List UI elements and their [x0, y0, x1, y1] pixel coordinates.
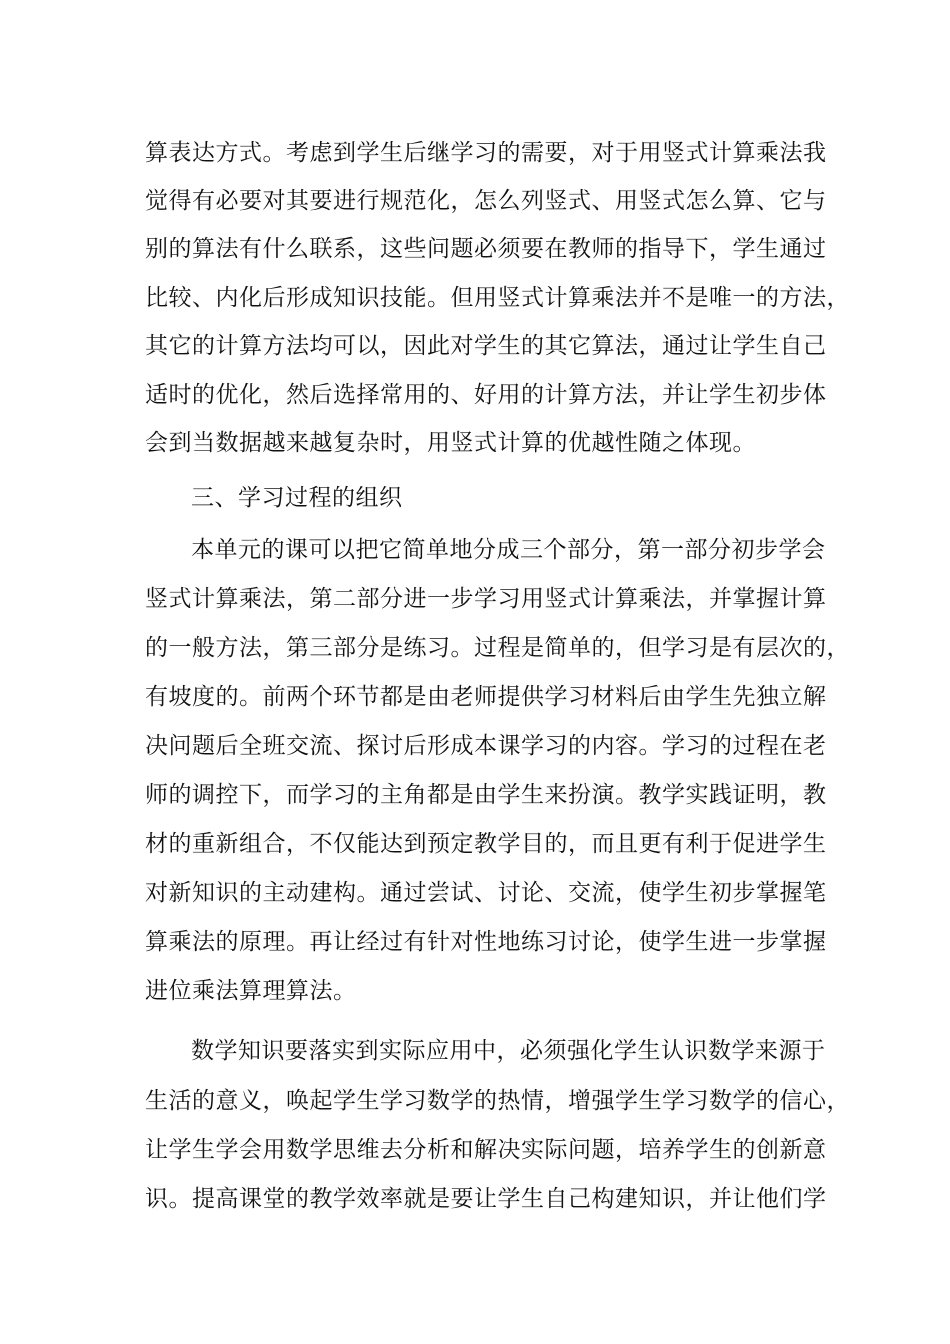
paragraph-1-line-1: 算表达方式。考虑到学生后继学习的需要，对于用竖式计算乘法我: [145, 140, 827, 166]
paragraph-2-line-2: 竖式计算乘法，第二部分进一步学习用竖式计算乘法，并掌握计算: [145, 586, 827, 612]
paragraph-1-line-6: 适时的优化，然后选择常用的、好用的计算方法，并让学生初步体: [145, 382, 827, 408]
paragraph-1-line-3: 别的算法有什么联系，这些问题必须要在教师的指导下，学生通过: [145, 236, 827, 262]
paragraph-1-line-5: 其它的计算方法均可以，因此对学生的其它算法，通过让学生自己: [145, 333, 827, 359]
paragraph-2-line-10: 进位乘法算理算法。: [145, 978, 357, 1004]
paragraph-1-line-2: 觉得有必要对其要进行规范化，怎么列竖式、用竖式怎么算、它与: [145, 188, 827, 214]
paragraph-3-line-2: 生活的意义，唤起学生学习数学的热情，增强学生学习数学的信心，: [145, 1088, 850, 1114]
paragraph-1-line-7: 会到当数据越来越复杂时，用竖式计算的优越性随之体现。: [145, 430, 756, 456]
paragraph-2-line-6: 师的调控下，而学习的主角都是由学生来扮演。教学实践证明，教: [145, 782, 827, 808]
paragraph-2-line-9: 算乘法的原理。再让经过有针对性地练习讨论，使学生进一步掌握: [145, 929, 827, 955]
paragraph-2-line-7: 材的重新组合，不仅能达到预定教学目的，而且更有利于促进学生: [145, 831, 827, 857]
paragraph-2-line-4: 有坡度的。前两个环节都是由老师提供学习材料后由学生先独立解: [145, 684, 827, 710]
paragraph-2-line-3: 的一般方法，第三部分是练习。过程是简单的，但学习是有层次的，: [145, 635, 850, 661]
paragraph-2-line-8: 对新知识的主动建构。通过尝试、讨论、交流，使学生初步掌握笔: [145, 880, 827, 906]
paragraph-3-line-3: 让学生学会用数学思维去分析和解决实际问题，培养学生的创新意: [145, 1137, 827, 1163]
paragraph-3-line-1: 数学知识要落实到实际应用中，必须强化学生认识数学来源于: [191, 1038, 826, 1064]
section-heading: 三、学习过程的组织: [191, 485, 403, 511]
paragraph-2-line-1: 本单元的课可以把它简单地分成三个部分，第一部分初步学会: [191, 537, 826, 563]
paragraph-2-line-5: 决问题后全班交流、探讨后形成本课学习的内容。学习的过程在老: [145, 733, 827, 759]
paragraph-3-line-4: 识。提高课堂的教学效率就是要让学生自己构建知识，并让他们学: [145, 1186, 827, 1212]
paragraph-1-line-4: 比较、内化后形成知识技能。但用竖式计算乘法并不是唯一的方法，: [145, 285, 850, 311]
